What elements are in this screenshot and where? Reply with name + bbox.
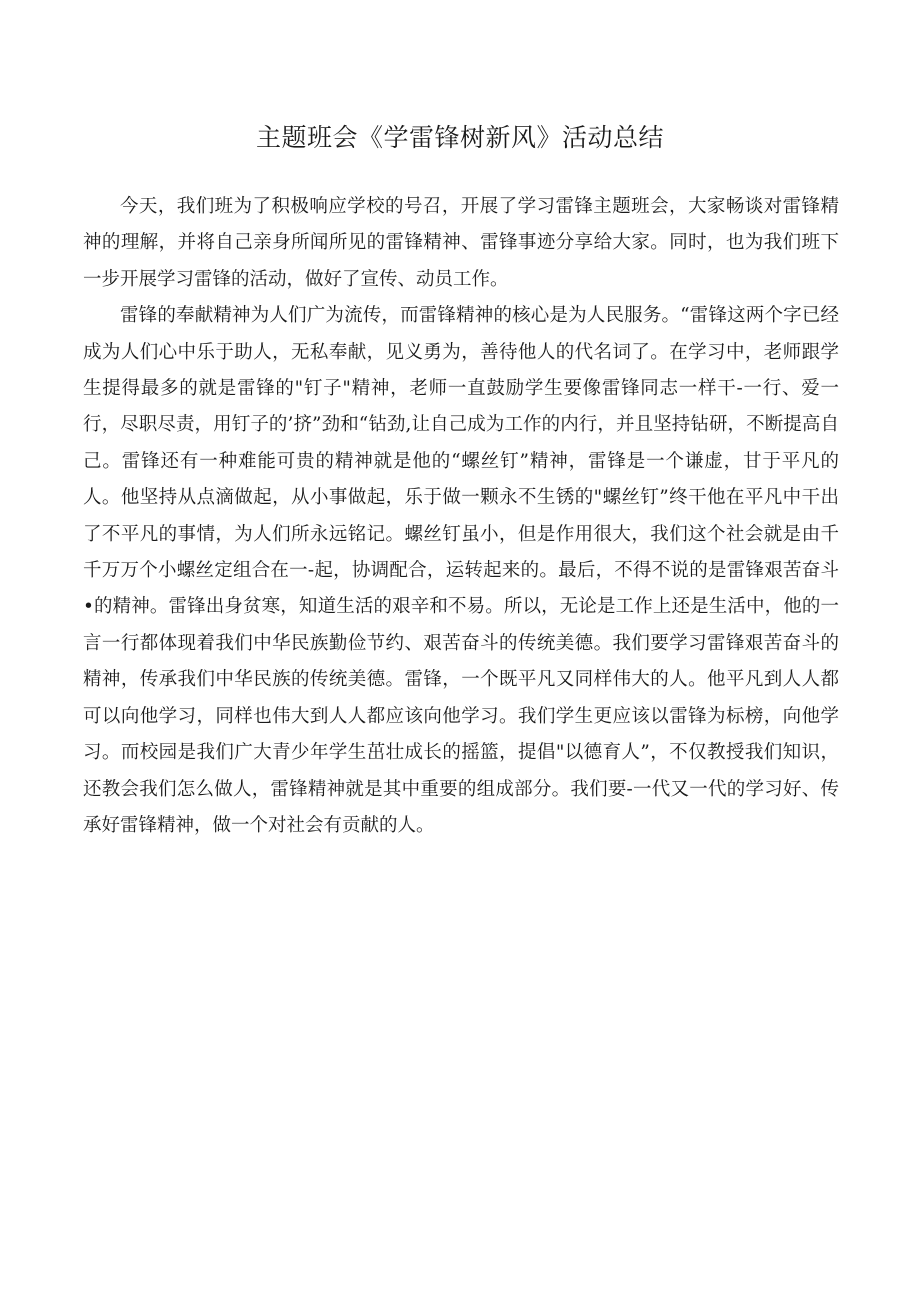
document-title: 主题班会《学雷锋树新风》活动总结 <box>255 123 664 152</box>
document-body <box>83 189 839 844</box>
paragraph-intro: 今天，我们班为了积极响应学校的号召，开展了学习雷锋主题班会，大家畅谈对雷锋精神的理解，并将自己亲身所闻所见的雷锋精神、雷锋事迹分享给大家。同时，也为我们班下一步开展学习雷锋的活动，做好了宣传、动员工作。 <box>83 196 839 290</box>
paragraph-main: 雷锋的奉献精神为人们广为流传，而雷锋精神的核心是为人民服务。“雷锋这两个字已经成为人们心中乐于助人，无私奉献，见义勇为，善待他人的代名词了。在学习中，老师跟学生提得最多的就是雷锋的"钉子"精神，老师一直鼓励学生要像雷锋同志一样干-一行、爱一行，尽职尽责，用钉子的’挤”劲和“钻劲,让自己成为工作的内行，并且坚持钻研，不断提高自己。雷锋还有一种难能可贵的精神就是他的“螺丝钉”精神，雷锋是一个谦虚，甘于平凡的人。他坚持从点滴做起，从小事做起，乐于做一颗永不生锈的"螺丝钉”终干他在平凡中干出了不平凡的事情，为人们所永远铭记。螺丝钉虽小，但是作用很大，我们这个社会就是由千千万万个小螺丝定组合在一-起，协调配合，运转起来的。最后，不得不说的是雷锋艰苦奋斗•的精神。雷锋出身贫寒，知道生活的艰辛和不易。所以，无论是工作上还是生活中，他的一言一行都体现着我们中华民族勤俭节约、艰苦奋斗的传统美德。我们要学习雷锋艰苦奋斗的精神，传承我们中华民族的传统美德。雷锋，一个既平凡又同样伟大的人。他平凡到人人都可以向他学习，同样也伟大到人人都应该向他学习。我们学生更应该以雷锋为标榜，向他学习。而校园是我们广大青少年学生茁壮成长的摇篮，提倡"以德育人”，不仅教授我们知识，还教会我们怎么做人，雷锋精神就是其中重要的组成部分。我们要-一代又一代的学习好、传承好雷锋精神，做一个对社会有贡献的人。 <box>83 305 839 836</box>
